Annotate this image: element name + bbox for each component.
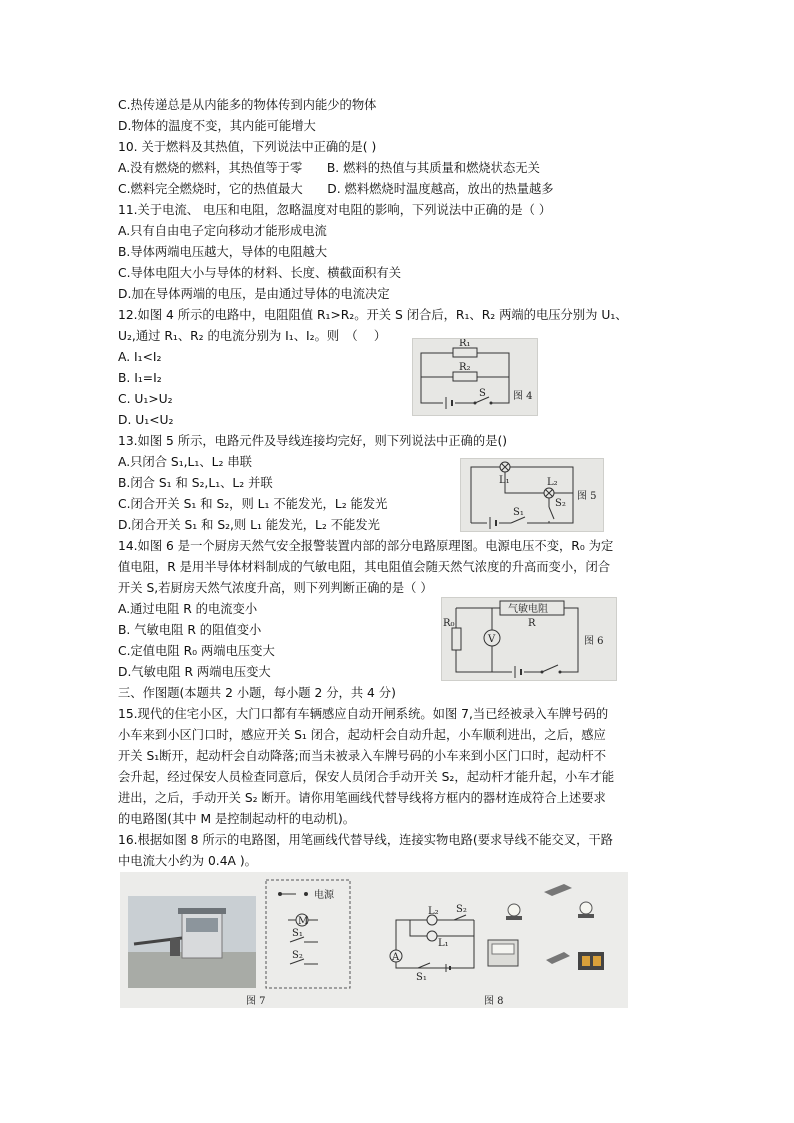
q12-option-c: C. U₁>U₂ bbox=[118, 392, 173, 406]
label-s1: S₁ bbox=[416, 972, 427, 983]
switch-part-s2 bbox=[544, 884, 572, 896]
label-r1: R₁ bbox=[459, 339, 471, 349]
battery-symbol bbox=[487, 517, 499, 529]
q15-stem-3: 开关 S₁断开，起动杆会自动降落;而当未被录入车牌号码的小车来到小区门口时，起动杆不 bbox=[118, 749, 607, 763]
label-s2: S₂ bbox=[555, 498, 566, 509]
q13-option-a: A.只闭合 S₁,L₁、L₂ 串联 bbox=[118, 455, 252, 469]
gate-photo bbox=[128, 896, 256, 988]
q14-option-d: D.气敏电阻 R 两端电压变大 bbox=[118, 665, 271, 679]
lamp-part-l1 bbox=[580, 902, 592, 914]
switch-part-s1 bbox=[546, 952, 570, 964]
q11-option-d: D.加在导体两端的电压，是由通过导体的电流决定 bbox=[118, 287, 390, 301]
q9-option-c: C.热传递总是从内能多的物体传到内能少的物体 bbox=[118, 98, 377, 112]
battery-symbol bbox=[512, 666, 524, 678]
figure-4-circuit bbox=[412, 338, 538, 416]
label-motor: M bbox=[298, 916, 309, 927]
label-r0: R₀ bbox=[443, 618, 455, 629]
q14-stem-2: 值电阻，R 是用半导体材料制成的气敏电阻，其电阻值会随天然气浓度的升高而变小，闭合 bbox=[118, 560, 611, 574]
q14-stem-1: 14.如图 6 是一个厨房天然气安全报警装置内部的部分电路原理图。电源电压不变，R₀ 为定 bbox=[118, 539, 614, 553]
q12-option-a: A. I₁<I₂ bbox=[118, 350, 162, 364]
resistor-r1 bbox=[453, 348, 477, 357]
q15-stem-4: 会升起，经过保安人员检查同意后，保安人员闭合手动开关 S₂，起动杆才能升起，小车才能 bbox=[118, 770, 615, 784]
label-r2: R₂ bbox=[459, 362, 471, 373]
fig8-schematic bbox=[390, 915, 474, 972]
figure-6-circuit bbox=[441, 597, 617, 681]
q15-stem-2: 小车来到小区门口时，感应开关 S₁ 闭合，起动杆会自动升起，小车顺利进出，之后，感应 bbox=[118, 728, 606, 742]
battery-symbol bbox=[443, 397, 455, 409]
q15-stem-1: 15.现代的住宅小区，大门口都有车辆感应自动开闸系统。如图 7,当已经被录入车牌号码的 bbox=[118, 707, 609, 721]
label-s2: S₂ bbox=[456, 904, 467, 915]
figure-7-caption: 图 7 bbox=[246, 996, 266, 1007]
q12-option-d: D. U₁<U₂ bbox=[118, 413, 174, 427]
figure-6-caption: 图 6 bbox=[584, 636, 604, 647]
switch-s bbox=[541, 665, 562, 676]
label-v: V bbox=[488, 634, 496, 645]
label-r: R bbox=[528, 618, 536, 629]
q13-option-d: D.闭合开关 S₁ 和 S₂,则 L₁ 能发光，L₂ 不能发光 bbox=[118, 518, 380, 532]
q10-options-cd: C.燃料完全燃烧时，它的热值最大 D. 燃料燃烧时温度越高，放出的热量越多 bbox=[118, 182, 554, 196]
q14-stem-3: 开关 S,若厨房天然气浓度升高，则下列判断正确的是（ ） bbox=[118, 581, 433, 595]
resistor-r0 bbox=[452, 628, 461, 650]
q13-option-b: B.闭合 S₁ 和 S₂,L₁、L₂ 并联 bbox=[118, 476, 273, 490]
label-power: 电源 bbox=[314, 890, 334, 901]
q9-option-d: D.物体的温度不变，其内能可能增大 bbox=[118, 119, 316, 133]
fig8-parts bbox=[488, 884, 604, 970]
q15-stem-5: 进出，之后，手动开关 S₂ 断开。请你用笔画线代替导线将方框内的器材连成符合上述要求 bbox=[118, 791, 606, 805]
figures-7-8-panel bbox=[120, 872, 628, 1008]
lamp-l2 bbox=[544, 488, 554, 498]
fig7-dashed-box bbox=[266, 880, 350, 988]
q16-stem-1: 16.根据如图 8 所示的电路图，用笔画线代替导线，连接实物电路(要求导线不能交叉，干路 bbox=[118, 833, 613, 847]
section-3-heading: 三、作图题(本题共 2 小题，每小题 2 分，共 4 分) bbox=[118, 686, 396, 700]
q11-option-c: C.导体电阻大小与导体的材料、长度、横截面积有关 bbox=[118, 266, 402, 280]
figure-8-caption: 图 8 bbox=[484, 996, 504, 1007]
q11-option-a: A.只有自由电子定向移动才能形成电流 bbox=[118, 224, 327, 238]
switch-s2 bbox=[545, 507, 554, 521]
figure-4-caption: 图 4 bbox=[513, 391, 533, 402]
q13-stem: 13.如图 5 所示，电路元件及导线连接均完好，则下列说法中正确的是() bbox=[118, 434, 508, 448]
q14-option-c: C.定值电阻 R₀ 两端电压变大 bbox=[118, 644, 275, 658]
label-l1: L₁ bbox=[438, 938, 449, 949]
q13-option-c: C.闭合开关 S₁ 和 S₂，则 L₁ 不能发光，L₂ 能发光 bbox=[118, 497, 388, 511]
label-l2: L₂ bbox=[428, 906, 439, 917]
q12-stem-1: 12.如图 4 所示的电路中，电阻阻值 R₁>R₂。开关 S 闭合后，R₁、R₂ 两端的电压分别为 U₁、 bbox=[118, 308, 628, 322]
label-s1: S₁ bbox=[292, 928, 303, 939]
q10-stem: 10. 关于燃料及其热值，下列说法中正确的是( ) bbox=[118, 140, 377, 154]
q16-stem-2: 中电流大小约为 0.4A )。 bbox=[118, 854, 257, 868]
label-sensor: 气敏电阻 bbox=[508, 604, 548, 615]
q14-option-b: B. 气敏电阻 R 的阻值变小 bbox=[118, 623, 262, 637]
label-s2: S₂ bbox=[292, 950, 303, 961]
lamp-part-l2 bbox=[508, 904, 520, 916]
label-s1: S₁ bbox=[513, 507, 524, 518]
switch-s1 bbox=[511, 517, 527, 527]
label-l2: L₂ bbox=[547, 477, 558, 488]
q11-stem: 11.关于电流、 电压和电阻，忽略温度对电阻的影响，下列说法中正确的是（ ） bbox=[118, 203, 552, 217]
q15-stem-6: 的电路图(其中 M 是控制起动杆的电动机)。 bbox=[118, 812, 356, 826]
q12-option-b: B. I₁=I₂ bbox=[118, 371, 162, 385]
label-a: A bbox=[392, 952, 400, 963]
label-s: S bbox=[479, 388, 486, 399]
label-l1: L₁ bbox=[499, 475, 510, 486]
lamp-l1 bbox=[500, 462, 510, 472]
q10-options-ab: A.没有燃烧的燃料，其热值等于零 B. 燃料的热值与其质量和燃烧状态无关 bbox=[118, 161, 540, 175]
q12-stem-2: U₂,通过 R₁、R₂ 的电流分别为 I₁、I₂。则 （ ） bbox=[118, 329, 387, 343]
figure-5-circuit bbox=[460, 458, 604, 532]
voltmeter bbox=[484, 630, 500, 646]
q11-option-b: B.导体两端电压越大，导体的电阻越大 bbox=[118, 245, 328, 259]
q14-option-a: A.通过电阻 R 的电流变小 bbox=[118, 602, 258, 616]
figure-5-caption: 图 5 bbox=[577, 491, 597, 502]
resistor-r2 bbox=[453, 372, 477, 381]
